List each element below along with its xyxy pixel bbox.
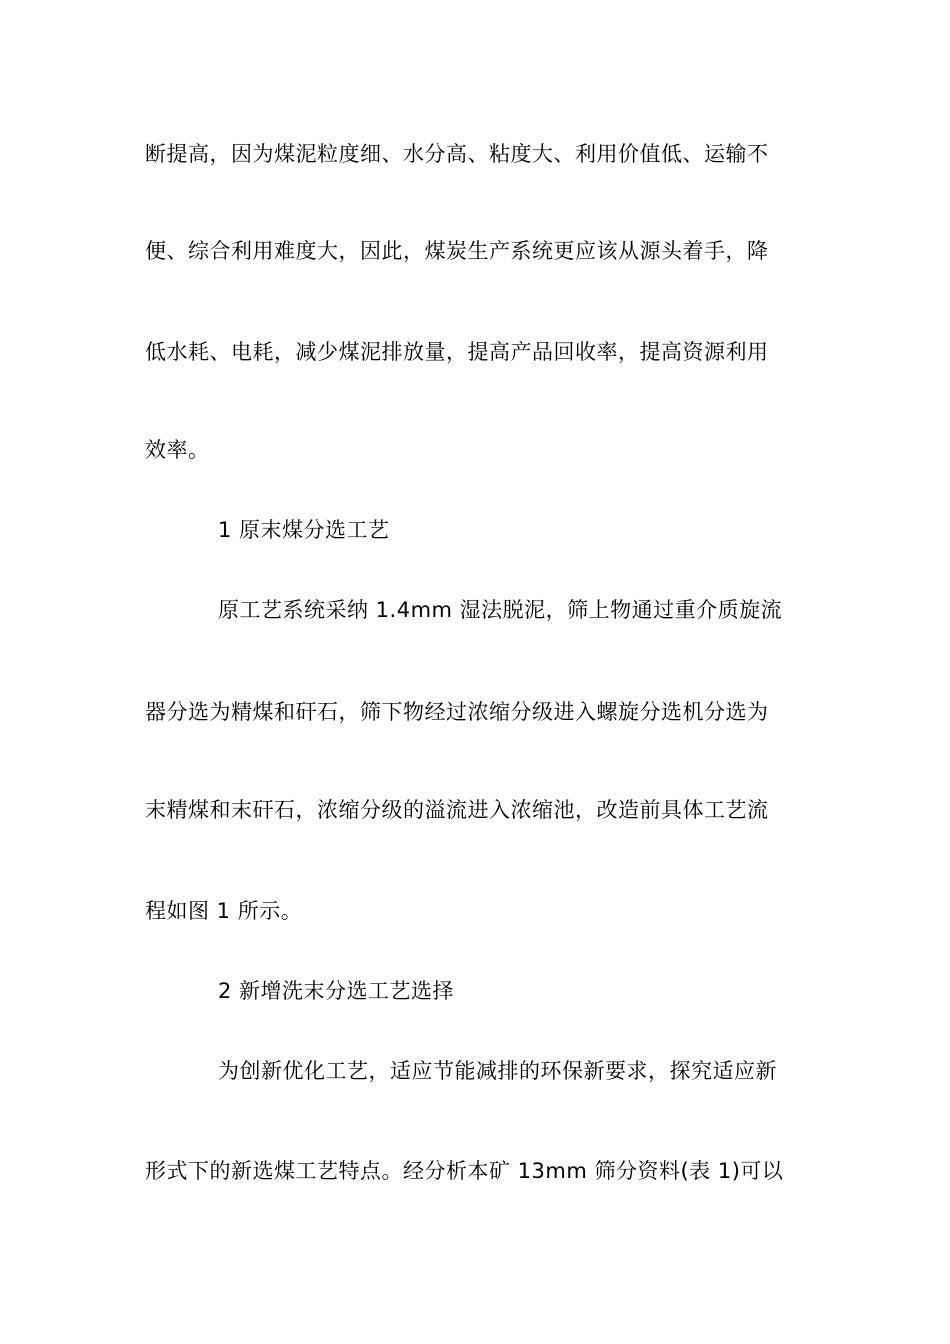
paragraph-line: 为创新优化工艺，适应节能减排的环保新要求，探究适应新 (218, 1059, 777, 1083)
paragraph-line: 断提高，因为煤泥粒度细、水分高、粘度大、利用价值低、运输不 (145, 142, 769, 166)
paragraph-line: 形式下的新选煤工艺特点。经分析本矿 13mm 筛分资料(表 1)可以 (145, 1159, 784, 1183)
section-heading-2: 2 新增洗末分选工艺选择 (218, 979, 455, 1003)
paragraph-line: 低水耗、电耗，减少煤泥排放量，提高产品回收率，提高资源利用 (145, 340, 769, 364)
paragraph-line: 原工艺系统采纳 1.4mm 湿法脱泥，筛上物通过重介质旋流 (218, 598, 783, 622)
paragraph-line: 程如图 1 所示。 (145, 899, 303, 923)
paragraph-line: 末精煤和末矸石，浓缩分级的溢流进入浓缩池，改造前具体工艺流 (145, 798, 769, 822)
paragraph-line: 器分选为精煤和矸石，筛下物经过浓缩分级进入螺旋分选机分选为 (145, 700, 769, 724)
paragraph-line: 便、综合利用难度大，因此，煤炭生产系统更应该从源头着手，降 (145, 239, 769, 263)
section-heading-1: 1 原末煤分选工艺 (218, 518, 390, 542)
paragraph-line: 效率。 (145, 438, 210, 462)
